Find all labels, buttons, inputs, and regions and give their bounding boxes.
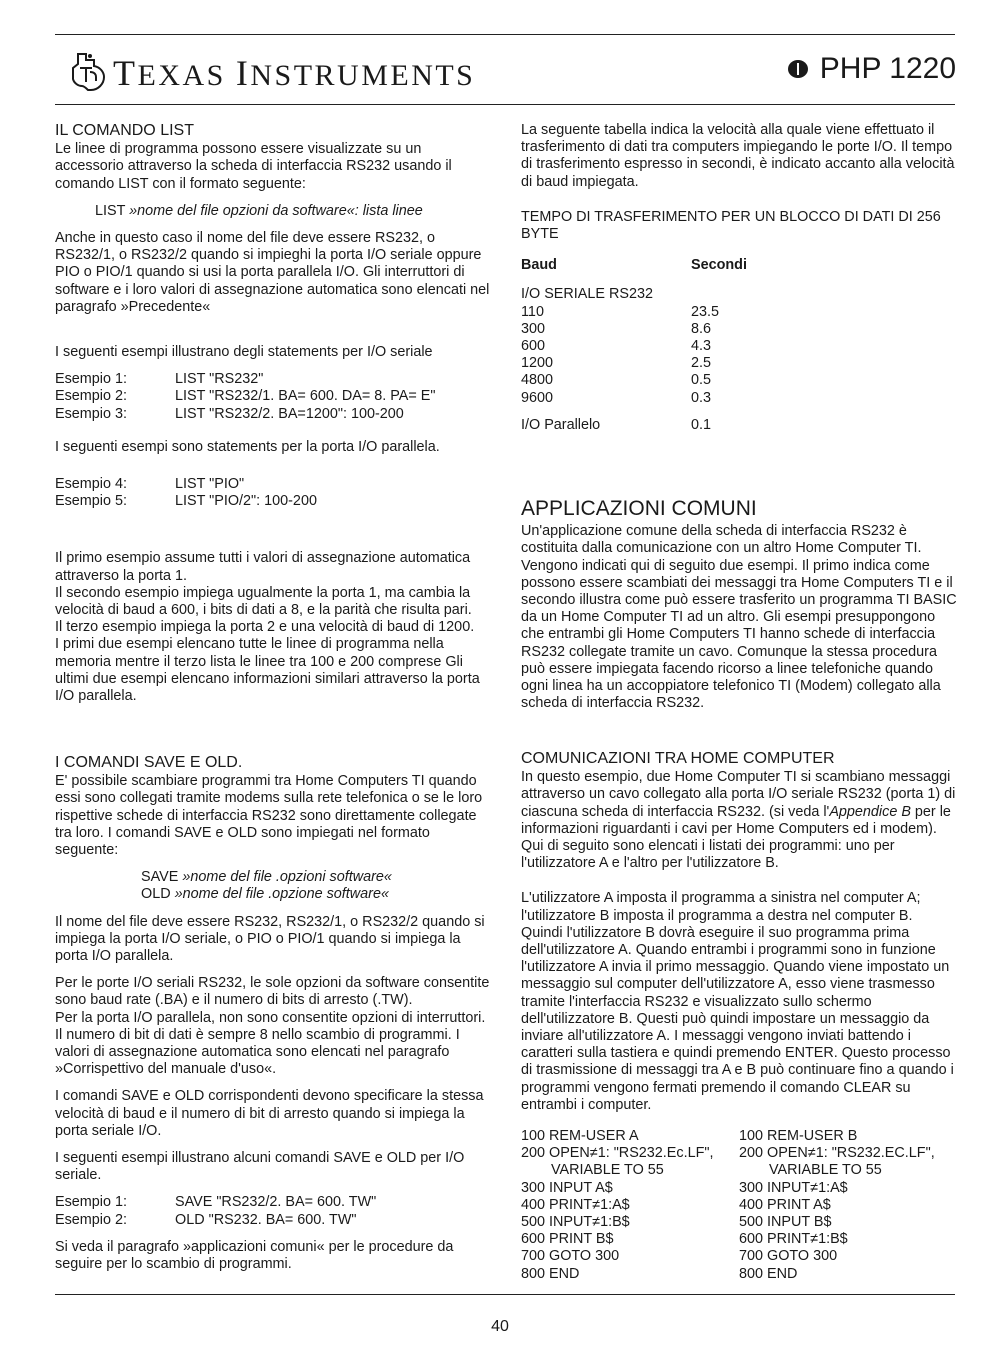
save-format-1 <box>55 869 491 886</box>
table-cell: 9600 <box>521 389 554 406</box>
comm-section-title: COMUNICAZIONI TRA HOME COMPUTER <box>521 750 835 767</box>
table-title: TEMPO DI TRASFERIMENTO PER UN BLOCCO DI DATI DI 256 BYTE <box>521 208 941 243</box>
table-cell: 110 <box>521 303 544 320</box>
code-line: VARIABLE TO 55 <box>769 1162 882 1179</box>
apps-section-title: APPLICAZIONI COMUNI <box>521 497 757 521</box>
list-section-title: IL COMANDO LIST <box>55 122 194 139</box>
right-column-lower <box>521 750 957 1283</box>
code-line: 300 INPUT≠1:A$ <box>739 1179 848 1196</box>
example-label: Esempio 5: <box>55 493 127 510</box>
bullet-icon <box>788 60 808 78</box>
table-cell: I/O Parallelo <box>521 416 601 433</box>
example-label: Esempio 1: <box>55 1194 127 1211</box>
code-line: 500 INPUT B$ <box>739 1214 832 1231</box>
table-cell: 0.5 <box>691 372 712 389</box>
table-header-baud: Baud <box>521 257 557 274</box>
model-label: PHP 1220 <box>819 52 956 85</box>
save-paragraph-2: Il nome del file deve essere RS232, RS232/1, o RS232/2 quando si impiega la porta I/O seriale, o PIO o PIO/1 quando si impiega la porta I/O parallela. <box>55 913 485 965</box>
example-code: LIST "RS232/2. BA=1200": 100-200 <box>175 405 404 422</box>
table-header <box>521 257 957 274</box>
table-row <box>521 390 957 407</box>
header-rule <box>55 104 955 105</box>
example-label: Esempio 3: <box>55 405 127 422</box>
comm-paragraph-2: L'utilizzatore A imposta il programma a sinistra nel computer A; l'utilizzatore B imposta il programma a destra nel computer B. Quindi l'utilizzatore B dovrà eseguire il suo programma prima dell'utilizzatore A. Quando entrambi i programmi sono in funzione l'utilizzatore A invia il primo messaggio. Quando viene impostato un messaggio sul computer dell'utilizzatore A, esso viene trasmesso tramite l'interfaccia RS232 e visualizzato sullo schermo dell'utilizzatore B. Questi può quindi impostare un messaggio da inviare all'utilizzatore A. I messaggi vengono inviati battendo i caratteri sulla tastiera e quindi premendo ENTER. Questo processo di trasmissione di messaggi tra A e B può continuare fino a quando i programmi vengono fermati premendo il comando CLEAR su entrambi i computer. <box>521 890 954 1113</box>
table-cell: 4.3 <box>691 338 712 355</box>
code-line: VARIABLE TO 55 <box>551 1162 664 1179</box>
comm-paragraph-1 <box>521 769 957 872</box>
code-line: 100 REM-USER B <box>739 1128 858 1145</box>
page-number: 40 <box>491 1318 509 1335</box>
table-cell: 2.5 <box>691 355 712 372</box>
code-line: 200 OPEN≠1: "RS232.EC.LF", <box>739 1145 935 1162</box>
table-intro: La seguente tabella indica la velocità alla quale viene effettuato il trasferimento di dati tra computers impiegando le porte I/O. Il tempo di trasferimento espresso in secondi, è indicato accanto alla velocità di baud impiegata. <box>521 122 955 190</box>
serial-examples <box>55 371 491 423</box>
table-row-parallel <box>521 417 957 434</box>
code-line: 100 REM-USER A <box>521 1128 639 1145</box>
table-serial-label: I/O SERIALE RS232 <box>521 286 653 303</box>
serial-intro: I seguenti esempi illustrano degli statements per I/O seriale <box>55 344 433 361</box>
old-format-cmd: OLD <box>141 886 175 903</box>
apps-paragraph: Un'applicazione comune della scheda di interfaccia RS232 è costituita dalla comunicazione con un altro Home Computer TI. Vengono indicati qui di seguito due esempi. Il primo indica come possono essere scambiati dei messaggi tra Home Computers TI e il secondo illustra come può essere trasferito un programma TI BASIC da un Home Computer TI ad un altro. Gli esempi presuppongono che entrambi gli Home Computers TI hanno schede di interfaccia RS232 collegate tramite un cavo. Comunque la stessa procedura può essere impiegata facendo ricorso a linee telefoniche quando ogni linea ha un accoppiatore telefonico TI (Modem) collegato alla scheda di interfaccia RS232. <box>521 523 957 712</box>
table-cell: 1200 <box>521 355 554 372</box>
table-cell: 600 <box>521 338 546 355</box>
list-format-cmd: LIST <box>95 202 130 219</box>
example-row <box>55 406 491 423</box>
left-column-lower <box>55 754 491 1273</box>
examples-explain-1: Il primo esempio assume tutti i valori di assegnazione automatica attraverso la porta 1. <box>55 550 471 584</box>
table-header-seconds: Secondi <box>691 257 747 274</box>
example-row <box>55 388 491 405</box>
save-paragraph-4: I comandi SAVE e OLD corrispondenti devono specificare la stessa velocità di baud e il numero di bit di arresto quando si impiega la porta seriale I/O. <box>55 1088 484 1139</box>
save-section-title: I COMANDI SAVE E OLD. <box>55 754 243 771</box>
save-format-cmd: SAVE <box>141 869 183 886</box>
example-row <box>55 493 491 510</box>
code-line: 700 GOTO 300 <box>521 1248 620 1265</box>
table-row <box>521 321 957 338</box>
save-paragraph-1: E' possibile scambiare programmi tra Home Computers TI quando essi sono collegati tramite modems sulla rete telefonica o se le loro rispettive schede di interfaccia RS232 sono direttamente collegate tra loro. I comandi SAVE e OLD sono impiegati nel formato seguente: <box>55 773 483 859</box>
table-cell: 300 <box>521 320 546 337</box>
examples-explain-3: Il terzo esempio impiega la porta 2 e una velocità di baud di 1200. <box>55 619 475 636</box>
example-row <box>55 371 491 388</box>
table-cell: 23.5 <box>691 303 720 320</box>
examples-explain-2: Il secondo esempio impiega ugualmente la porta 1, ma cambia la velocità di baud a 600, i bits di dati a 8, e la parità che risulta pari. <box>55 584 472 619</box>
table-cell: 4800 <box>521 372 554 389</box>
table-row <box>521 338 957 355</box>
code-line: 400 PRINT≠1:A$ <box>521 1196 630 1213</box>
parallel-examples <box>55 476 491 510</box>
code-line: 800 END <box>521 1265 580 1282</box>
code-line: 200 OPEN≠1: "RS232.Ec.LF", <box>521 1145 714 1162</box>
table-row <box>521 372 957 389</box>
list-format-args: »nome del file opzioni da software«: lista linee <box>129 202 423 219</box>
example-label: Esempio 2: <box>55 1211 127 1228</box>
table-row <box>521 355 957 372</box>
example-code: LIST "RS232/1. BA= 600. DA= 8. PA= E" <box>175 388 436 405</box>
code-line: 700 GOTO 300 <box>739 1248 838 1265</box>
example-code: LIST "RS232" <box>175 371 264 388</box>
list-format <box>55 203 491 220</box>
old-format-args: »nome del file .opzione software« <box>174 886 389 903</box>
brand-name: TEXAS INSTRUMENTS <box>113 53 476 93</box>
left-column <box>55 122 491 705</box>
code-line: 500 INPUT≠1:B$ <box>521 1214 630 1231</box>
top-rule <box>55 34 955 35</box>
save-paragraph-3b: Per la porta I/O parallela, non sono consentite opzioni di interruttori. Il numero di bit di dati è sempre 8 nello scambio di programmi. I valori di assegnazione automatica sono elencati nel paragrafo »Corrispettivo del manuale d'uso«. <box>55 1009 486 1078</box>
parallel-intro: I seguenti esempi sono statements per la porta I/O parallela. <box>55 438 440 455</box>
program-user-b <box>739 1128 957 1283</box>
table-row <box>521 304 957 321</box>
appendix-ref: Appendice B <box>829 803 911 820</box>
save-paragraph-3a: Per le porte I/O seriali RS232, le sole opzioni da software consentite sono baud rate (.BA) e il numero di bits di arresto (.TW). <box>55 975 490 1009</box>
save-format-args: »nome del file .opzioni software« <box>182 869 392 886</box>
example-row <box>55 1194 491 1211</box>
example-row <box>55 476 491 493</box>
example-label: Esempio 4: <box>55 476 127 493</box>
code-line: 600 PRINT≠1:B$ <box>739 1231 848 1248</box>
model-name <box>788 52 956 86</box>
comm-text: In questo esempio, due Home Computer TI si scambiano messaggi attraverso un cavo collegato alla porta I/O seriale RS232 (porta 1) di ciascuna scheda di interfaccia RS232. (si veda l' <box>521 769 956 820</box>
footer-rule <box>55 1294 955 1295</box>
example-code: OLD "RS232. BA= 600. TW" <box>175 1211 357 1228</box>
list-paragraph-2: Anche in questo caso il nome del file deve essere RS232, o RS232/1, o RS232/2 quando si impieghi la porta I/O seriale oppure PIO o PIO/1 quando si usi la porta parallela I/O. Gli interruttori di software e i loro valori di assegnazione automatica sono elencati nel paragrafo »Precedente« <box>55 230 490 315</box>
ti-logo-icon <box>64 50 108 94</box>
save-format-2 <box>55 886 491 903</box>
table-cell: 0.3 <box>691 389 712 406</box>
table-cell: 8.6 <box>691 320 712 337</box>
program-listings <box>521 1128 957 1283</box>
example-code: SAVE "RS232/2. BA= 600. TW" <box>175 1194 377 1211</box>
example-label: Esempio 2: <box>55 388 127 405</box>
save-paragraph-6: Si veda il paragrafo »applicazioni comuni« per le procedure da seguire per lo scambio di programmi. <box>55 1238 454 1273</box>
example-code: LIST "PIO/2": 100-200 <box>175 493 317 510</box>
right-column <box>521 122 957 712</box>
code-line: 800 END <box>739 1265 798 1282</box>
table-cell: 0.1 <box>691 416 712 433</box>
comm-text: per le informazioni riguardanti i cavi per Home Computers ed i modem). Qui di seguito sono elencati i listati dei programmi: uno per l'utilizzatore A e l'altro per l'utilizzatore B. <box>521 803 951 872</box>
code-line: 300 INPUT A$ <box>521 1179 613 1196</box>
list-intro: Le linee di programma possono essere visualizzate su un accessorio attraverso la scheda di interfaccia RS232 usando il comando LIST con il formato seguente: <box>55 141 452 192</box>
example-row <box>55 1212 491 1229</box>
example-label: Esempio 1: <box>55 371 127 388</box>
program-user-a <box>521 1128 739 1283</box>
code-line: 600 PRINT B$ <box>521 1231 614 1248</box>
save-paragraph-5: I seguenti esempi illustrano alcuni comandi SAVE e OLD per I/O seriale. <box>55 1150 465 1184</box>
example-code: LIST "PIO" <box>175 476 245 493</box>
code-line: 400 PRINT A$ <box>739 1196 831 1213</box>
examples-explain-4: I primi due esempi elencano tutte le linee di programma nella memoria mentre il terzo lista le linee tra 100 e 200 comprese Gli ultimi due esempi elencano informazioni similari attraverso la porta I/O parallela. <box>55 636 480 705</box>
